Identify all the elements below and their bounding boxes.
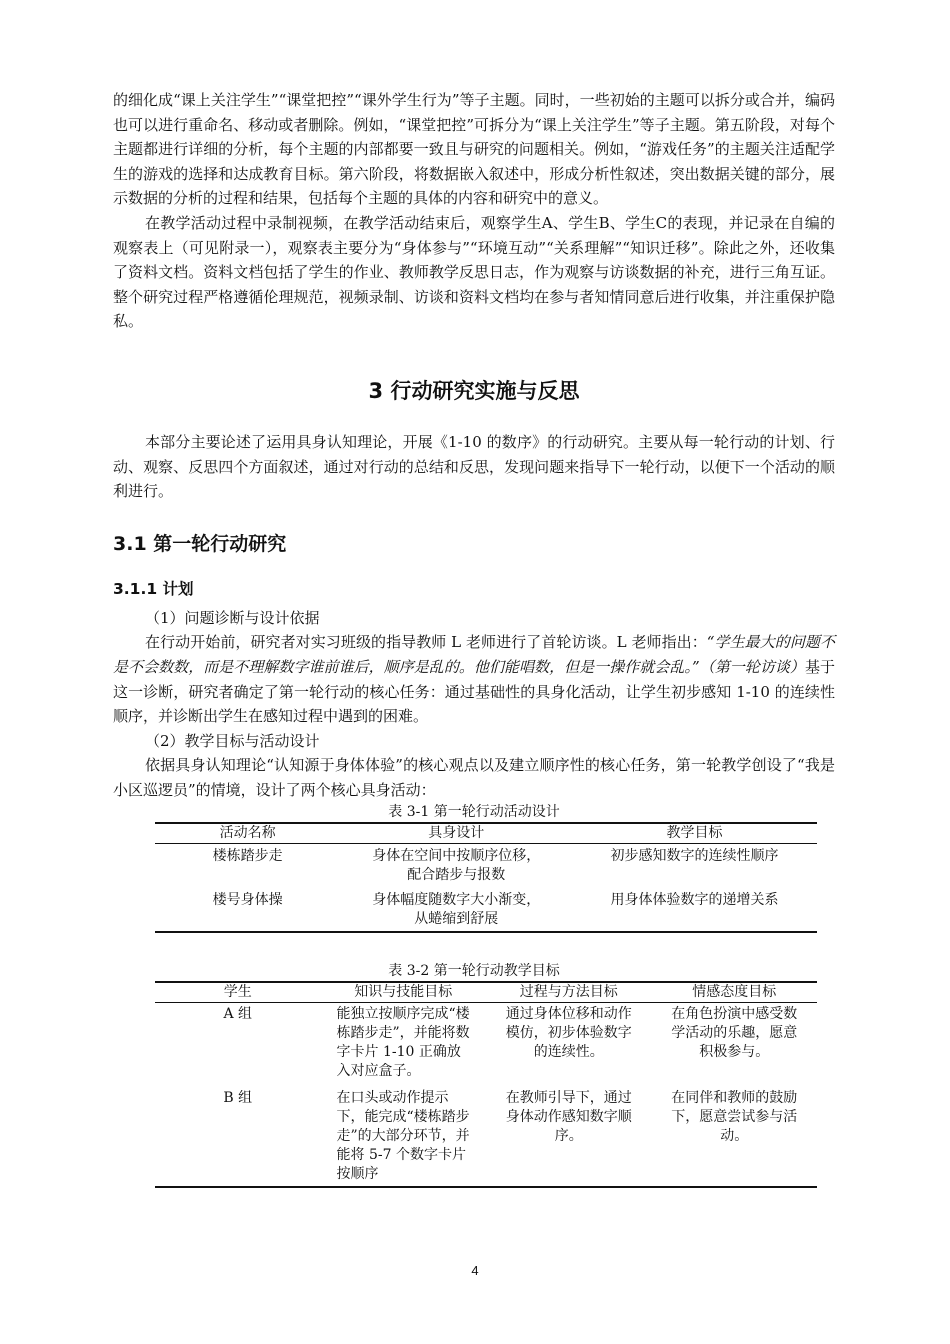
- subheading-teaching-goals: （2）教学目标与活动设计: [145, 731, 320, 750]
- table-cell: 在同伴和教师的鼓励下，愿意尝试参与活动。: [671, 1090, 798, 1145]
- interview-followup: 基于这一诊断，研究者确定了第一轮行动的核心任务：通过基础性的具身化活动，让学生初步感知 1-10 的连续性顺序，并诊断出学生在感知过程中遇到的困难。: [113, 657, 835, 726]
- table-3-2-caption: 表 3-2 第一轮行动教学目标: [388, 963, 560, 980]
- paragraph-interview: [113, 630, 835, 728]
- table-cell: 身体在空间中按顺序位移，配合踏步与报数: [372, 848, 541, 884]
- table-3-2-header: 知识与技能目标: [354, 984, 453, 1001]
- table-cell: 在教师引导下，通过身体动作感知数字顺序。: [505, 1090, 632, 1145]
- page-content: [113, 88, 835, 1188]
- page-number: 4: [471, 1263, 479, 1278]
- section-3-1-heading: 3.1 第一轮行动研究: [113, 532, 287, 555]
- table-3-1-header: 教学目标: [666, 825, 723, 842]
- table-cell: 能独立按顺序完成“楼栋踏步走”，并能将数字卡片 1-10 正确放入对应盒子。: [336, 1006, 470, 1080]
- section-3-heading: 3 行动研究实施与反思: [368, 378, 580, 403]
- table-3-1: [155, 822, 817, 933]
- table-cell: A 组: [223, 1006, 253, 1023]
- paragraph-top-1: 的细化成“课上关注学生”“课堂把控”“课外学生行为”等子主题。同时，一些初始的主题可以拆分或合并，编码也可以进行重命名、移动或者删除。例如，“课堂把控”可拆分为“课上关注学生”等子主题。第五阶段，对每个主题都进行详细的分析，每个主题的内部都要一致且与研究的问题相关。例如，“游戏任务”的主题关注适配学生的游戏的选择和达成教育目标。第六阶段，将数据嵌入叙述中，形成分析性叙述，突出数据关键的部分，展示数据的分析的过程和结果，包括每个主题的具体的内容和研究中的意义。: [113, 91, 835, 208]
- table-row: [155, 1081, 817, 1187]
- table-3-1-header: 具身设计: [428, 825, 485, 842]
- table-3-2: [155, 981, 817, 1188]
- subheading-problem-diagnosis: （1）问题诊断与设计依据: [145, 608, 320, 627]
- table-row: [155, 885, 817, 932]
- table-3-2-header: 情感态度目标: [692, 984, 777, 1001]
- paragraph-top-2: 在教学活动过程中录制视频，在教学活动结束后，观察学生A、学生B、学生C的表现，并记录在自编的观察表上（可见附录一），观察表主要分为“身体参与”“环境互动”“关系理解”“知识迁移”。除此之外，还收集了资料文档。资料文档包括了学生的作业、教师教学反思日志，作为观察与访谈数据的补充，进行三角互证。整个研究过程严格遵循伦理规范，视频录制、访谈和资料文档均在参与者知情同意后进行收集，并注重保护隐私。: [113, 213, 835, 331]
- table-row: [155, 1003, 817, 1082]
- table-cell: 初步感知数字的连续性顺序: [610, 848, 779, 865]
- table-cell: 在角色扮演中感受数学活动的乐趣，愿意积极参与。: [671, 1006, 798, 1061]
- table-3-2-header: 过程与方法目标: [519, 984, 618, 1001]
- section-3-1-1-heading: 3.1.1 计划: [113, 579, 194, 598]
- table-row: [155, 844, 817, 886]
- table-3-1-header: 活动名称: [219, 825, 276, 842]
- table-3-2-header: 学生: [223, 984, 252, 1001]
- interview-lead: 在行动开始前，研究者对实习班级的指导教师 L 老师进行了首轮访谈。L 老师指出：: [145, 633, 707, 652]
- table-cell: 楼号身体操: [212, 892, 283, 909]
- table-cell: 身体幅度随数字大小渐变，从蜷缩到舒展: [372, 892, 541, 928]
- table-cell: B 组: [223, 1090, 253, 1107]
- table-3-1-caption: 表 3-1 第一轮行动活动设计: [388, 804, 560, 821]
- table-cell: 在口头或动作提示下，能完成“楼栋踏步走”的大部分环节，并能将 5-7 个数字卡片按顺序: [336, 1090, 470, 1183]
- table-cell: 通过身体位移和动作模仿，初步体验数字的连续性。: [505, 1006, 632, 1061]
- section-3-intro: 本部分主要论述了运用具身认知理论，开展《1-10 的数序》的行动研究。主要从每一轮行动的计划、行动、观察、反思四个方面叙述，通过对行动的总结和反思，发现问题来指导下一轮行动，以便下一个活动的顺利进行。: [113, 432, 835, 501]
- table-cell: 楼栋踏步走: [212, 848, 283, 865]
- paragraph-activity-design: 依据具身认知理论“认知源于身体体验”的核心观点以及建立顺序性的核心任务，第一轮教学创设了“我是小区巡逻员”的情境，设计了两个核心具身活动：: [113, 756, 835, 799]
- interview-quote: “学生最大的问题不是不会数数，而是不理解数字谁前谁后，顺序是乱的。他们能唱数，但是一操作就会乱。”（第一轮访谈）: [113, 633, 836, 676]
- table-cell: 用身体体验数字的递增关系: [610, 892, 779, 909]
